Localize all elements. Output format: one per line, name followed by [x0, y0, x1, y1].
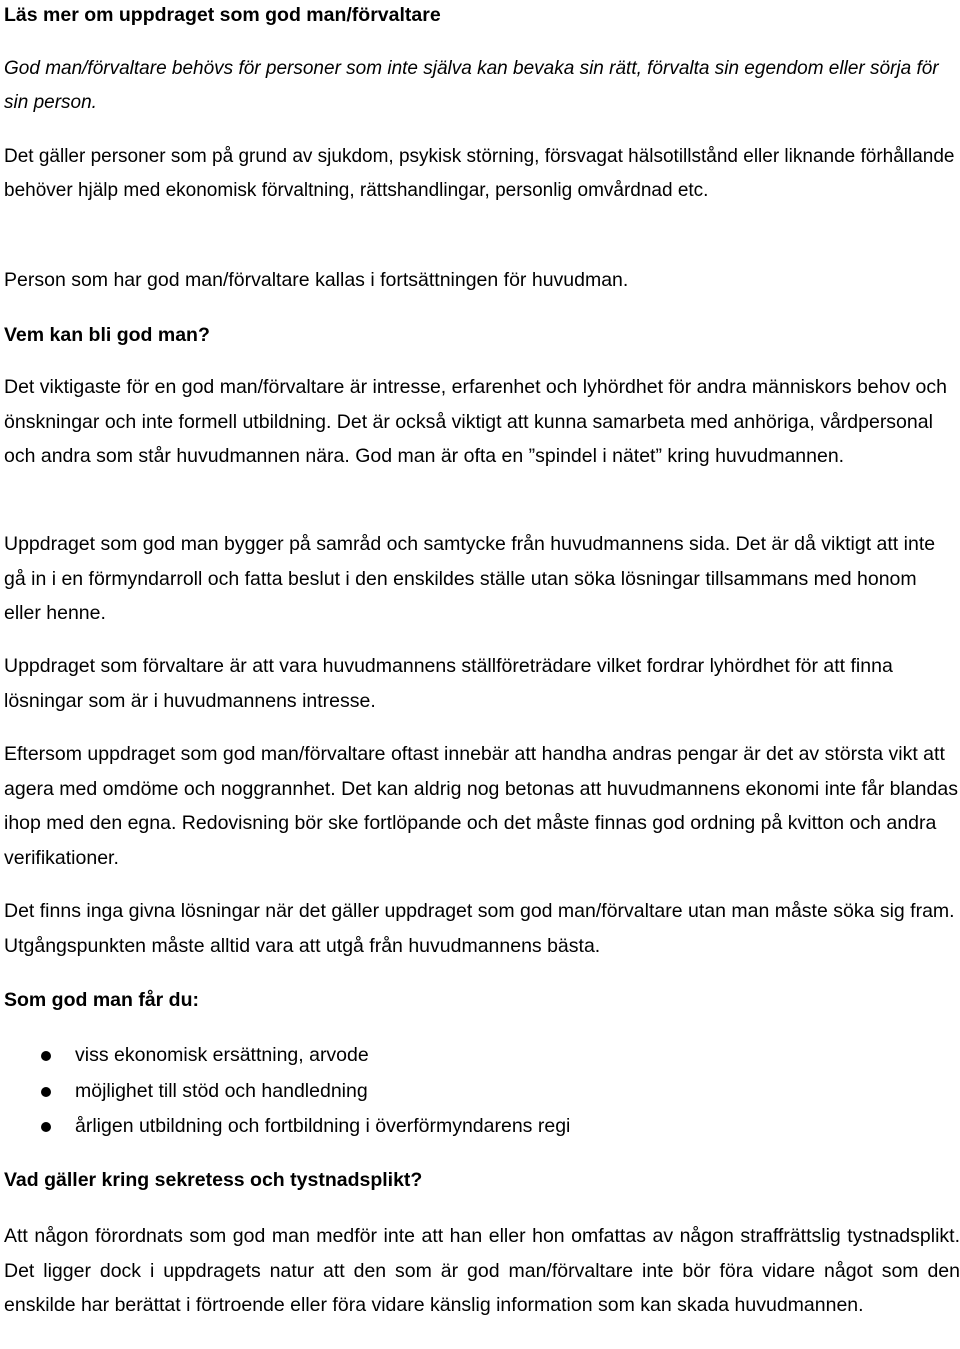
paragraph-handling-money: Eftersom uppdraget som god man/förvaltare oftast innebär att handha andras pengar är det av största vikt att agera med omdöme och noggrannhet. Det kan aldrig nog betonas att huvudmannens ekonomi inte får blandas ihop med den egna. Redovisning bör ske fortlöpande och det måste finnas god ordning på kvitton och andra verifikationer.: [4, 743, 958, 869]
bullet-icon: [41, 1051, 51, 1061]
paragraph-administrator-role: Uppdraget som förvaltare är att vara huvudmannens ställföreträdare vilket fordrar lyhördhet för att finna lösningar som är i huvudmannens intresse.: [4, 655, 893, 712]
paragraph-principal-term: Person som har god man/förvaltare kallas i fortsättningen för huvudman.: [4, 269, 629, 291]
heading-as-guardian-you-get: Som god man får du:: [4, 989, 199, 1011]
paragraph-target-groups: Det gäller personer som på grund av sjukdom, psykisk störning, försvagat hälsotillstånd eller liknande förhållande behöver hjälp med ekonomisk förvaltning, rättshandlingar, personlig omvårdnad etc.: [4, 146, 955, 201]
list-item: [4, 1074, 570, 1110]
list-item: [4, 1038, 570, 1074]
paragraph-no-given-solutions: Det finns inga givna lösningar när det gäller uppdraget som god man/förvaltare utan man måste söka sig fram. Utgångspunkten måste alltid vara att utgå från huvudmannens bästa.: [4, 900, 955, 957]
list-item-label: årligen utbildning och fortbildning i överförmyndarens regi: [75, 1115, 571, 1137]
paragraph-secrecy: Att någon förordnats som god man medför inte att han eller hon omfattas av någon straffrättslig tystnadsplikt. Det ligger dock i uppdragets natur att den som är god man/förvaltare inte bör föra vidare något som den enskilde har berättat i förtroende eller föra vidare känslig information som kan skada huvudmannen.: [4, 1225, 960, 1316]
bullet-icon: [41, 1122, 51, 1132]
list-item-label: viss ekonomisk ersättning, arvode: [75, 1044, 369, 1066]
list-item: [4, 1109, 570, 1145]
paragraph-consultation-consent: Uppdraget som god man bygger på samråd och samtycke från huvudmannens sida. Det är då viktigt att inte gå in i en förmyndarroll och fatta beslut i den enskildes ställe utan söka lösningar tillsammans med honom eller henne.: [4, 533, 936, 624]
heading-who-can-be-guardian: Vem kan bli god man?: [4, 324, 210, 346]
heading-secrecy: Vad gäller kring sekretess och tystnadsplikt?: [4, 1169, 423, 1191]
benefits-list: [4, 1038, 570, 1145]
bullet-icon: [41, 1087, 51, 1097]
document-title: Läs mer om uppdraget som god man/förvaltare: [4, 4, 441, 26]
paragraph-important-qualities: Det viktigaste för en god man/förvaltare är intresse, erfarenhet och lyhördhet för andra människors behov och önskningar och inte formell utbildning. Det är också viktigt att kunna samarbeta med anhöriga, vårdpersonal och andra som står huvudmannen nära. God man är ofta en ”spindel i nätet” kring huvudmannen.: [4, 376, 947, 467]
list-item-label: möjlighet till stöd och handledning: [75, 1079, 368, 1102]
intro-paragraph: God man/förvaltare behövs för personer som inte själva kan bevaka sin rätt, förvalta sin egendom eller sörja för sin person.: [4, 58, 939, 113]
